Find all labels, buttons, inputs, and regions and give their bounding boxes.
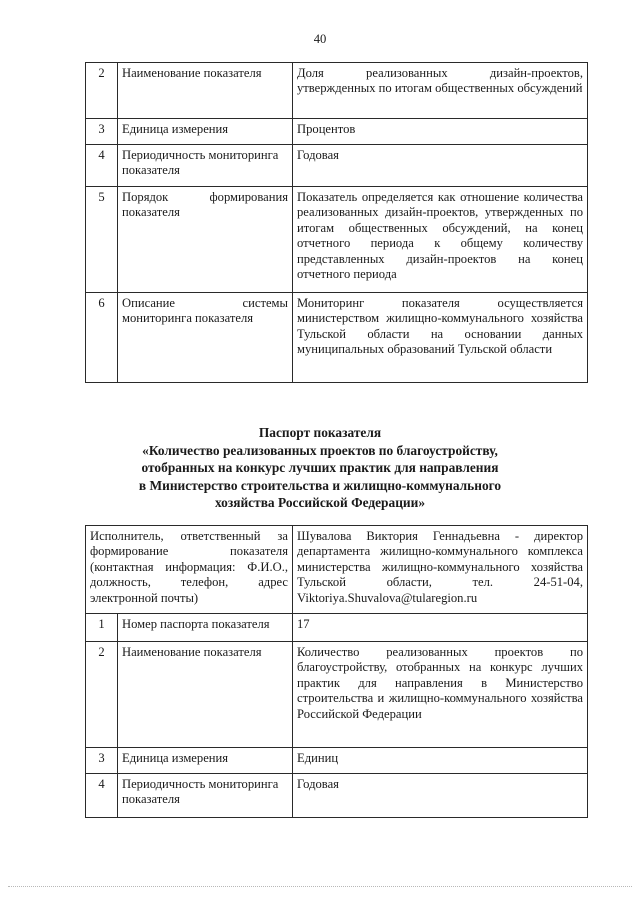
scan-artifacts (8, 886, 632, 889)
heading-line: «Количество реализованных проектов по благоустройству, (142, 442, 498, 458)
row-value: Годовая (293, 774, 588, 818)
row-value: Доля реализованных дизайн-проектов, утвержденных по итогам общественных обсуждений (293, 63, 588, 119)
table-row (86, 63, 588, 119)
row-value: Мониторинг показателя осуществляется министерством жилищно-коммунального хозяйства Тульской области на основании данных муниципальных образований Тульской области (293, 293, 588, 383)
heading-line: в Министерство строительства и жилищно-коммунального (138, 477, 502, 493)
executor-value: Шувалова Виктория Геннадьевна - директор департамента жилищно-коммунального комплекса министерства жилищно-коммунального хозяйства Тульской области, тел. 24-51-04, Viktoriya.Shuvalova@tularegion.ru (293, 526, 588, 614)
row-label: Номер паспорта показателя (118, 614, 293, 642)
table-row (86, 642, 588, 748)
row-number: 3 (86, 119, 118, 145)
row-value: Процентов (293, 119, 588, 145)
table-row (86, 119, 588, 145)
row-label: Периодичность мониторинга показателя (118, 774, 293, 818)
row-value: Показатель определяется как отношение количества реализованных дизайн-проектов, утвержденных по итогам общественных обсуждений, на конец отчетного периода к общему количеству представленных дизайн-проектов на конец отчетного периода (293, 187, 588, 293)
row-number: 2 (86, 63, 118, 119)
table-row (86, 293, 588, 383)
executor-row (86, 526, 588, 614)
row-number: 4 (86, 774, 118, 818)
table-row (86, 748, 588, 774)
table-row (86, 187, 588, 293)
table-row (86, 145, 588, 187)
row-value: Количество реализованных проектов по благоустройству, отобранных на конкурс лучших практик для направления в Министерство строительства и жилищно-коммунального хозяйства Российской Федерации (293, 642, 588, 748)
indicator-passport-table (85, 525, 588, 818)
row-label: Порядок формирования показателя (118, 187, 293, 293)
row-label: Наименование показателя (118, 642, 293, 748)
row-label: Периодичность мониторинга показателя (118, 145, 293, 187)
row-number: 1 (86, 614, 118, 642)
row-value: 17 (293, 614, 588, 642)
row-label: Описание системы мониторинга показателя (118, 293, 293, 383)
heading-line: хозяйства Российской Федерации» (214, 495, 426, 511)
row-value: Годовая (293, 145, 588, 187)
indicator-table-continued (85, 62, 588, 383)
heading-line: Паспорт показателя (258, 425, 382, 440)
row-number: 6 (86, 293, 118, 383)
heading-line: отобранных на конкурс лучших практик для направления (141, 460, 499, 476)
row-label: Единица измерения (118, 748, 293, 774)
page-number: 40 (313, 32, 327, 46)
row-label: Единица измерения (118, 119, 293, 145)
passport-heading (0, 424, 640, 512)
executor-label: Исполнитель, ответственный за формирование показателя (контактная информация: Ф.И.О., должность, телефон, адрес электронной почты) (86, 526, 293, 614)
table-row (86, 614, 588, 642)
row-number: 2 (86, 642, 118, 748)
row-label: Наименование показателя (118, 63, 293, 119)
table-row (86, 774, 588, 818)
row-number: 3 (86, 748, 118, 774)
row-number: 5 (86, 187, 118, 293)
row-value: Единиц (293, 748, 588, 774)
row-number: 4 (86, 145, 118, 187)
